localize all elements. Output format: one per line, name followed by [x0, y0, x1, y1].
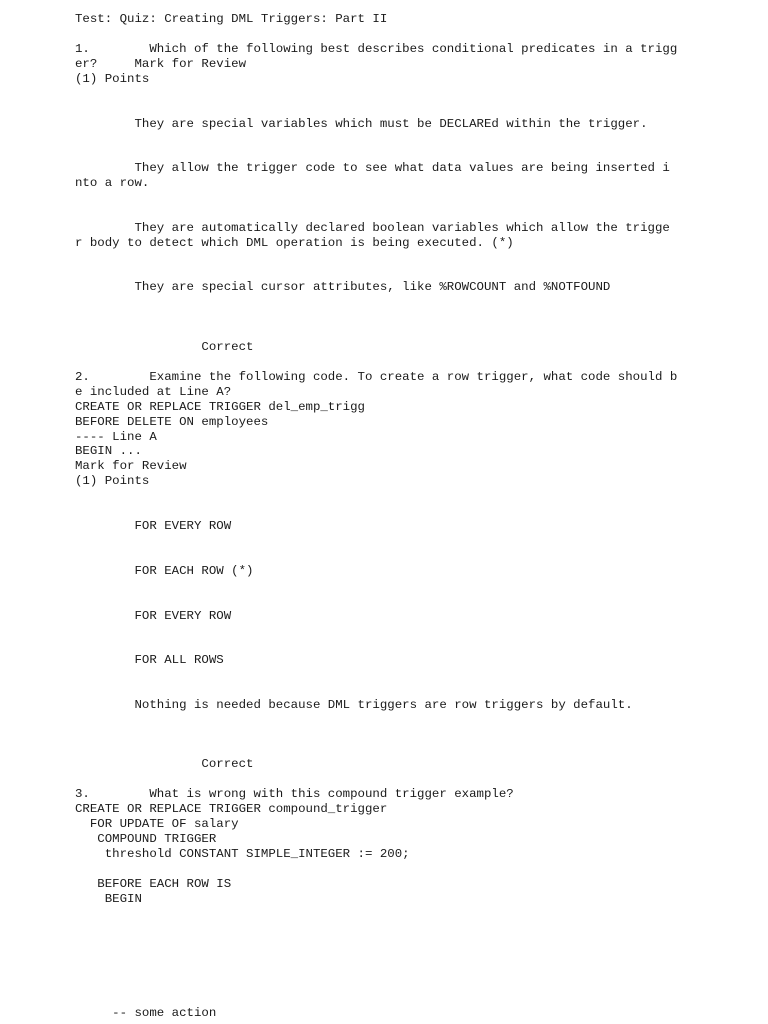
- q2-option-4[interactable]: FOR ALL ROWS: [75, 653, 224, 667]
- question-3-text: 3. What is wrong with this compound trigger example?: [75, 787, 514, 801]
- q2-code-line: CREATE OR REPLACE TRIGGER del_emp_trigg: [75, 400, 365, 414]
- q2-option-5[interactable]: Nothing is needed because DML triggers are row triggers by default.: [75, 698, 633, 712]
- q3-code-line: threshold CONSTANT SIMPLE_INTEGER := 200;: [75, 847, 410, 861]
- q1-result: Correct: [75, 340, 254, 354]
- q1-option-4[interactable]: They are special cursor attributes, like %ROWCOUNT and %NOTFOUND: [75, 280, 611, 294]
- q2-option-1[interactable]: FOR EVERY ROW: [75, 519, 232, 533]
- question-2-text-cont: e included at Line A?: [75, 385, 232, 399]
- q1-option-2-cont: nto a row.: [75, 176, 150, 190]
- question-1-text-cont: er? Mark for Review: [75, 57, 247, 71]
- q1-option-2[interactable]: They allow the trigger code to see what data values are being inserted i: [75, 161, 670, 175]
- q3-code-line: FOR UPDATE OF salary: [75, 817, 239, 831]
- q2-option-3[interactable]: FOR EVERY ROW: [75, 609, 232, 623]
- q2-code-line: ---- Line A: [75, 430, 157, 444]
- q2-code-line: BEFORE DELETE ON employees: [75, 415, 269, 429]
- q2-option-2[interactable]: FOR EACH ROW (*): [75, 564, 254, 578]
- q3-code-line: COMPOUND TRIGGER: [75, 832, 217, 846]
- q1-option-3[interactable]: They are automatically declared boolean variables which allow the trigge: [75, 221, 670, 235]
- q2-mark-for-review: Mark for Review: [75, 459, 187, 473]
- question-2-points: (1) Points: [75, 474, 150, 488]
- page-title: Test: Quiz: Creating DML Triggers: Part II: [75, 12, 388, 26]
- question-1-text: 1. Which of the following best describes conditional predicates in a trigg: [75, 42, 678, 56]
- question-2-text: 2. Examine the following code. To create a row trigger, what code should b: [75, 370, 678, 384]
- q2-code-line: BEGIN ...: [75, 444, 142, 458]
- q3-code-line: CREATE OR REPLACE TRIGGER compound_trigger: [75, 802, 388, 816]
- q1-option-3-cont: r body to detect which DML operation is being executed. (*): [75, 236, 514, 250]
- q2-result: Correct: [75, 757, 254, 771]
- question-1-points: (1) Points: [75, 72, 150, 86]
- q1-option-1[interactable]: They are special variables which must be DECLAREd within the trigger.: [75, 117, 648, 131]
- q3-code-line: BEGIN: [75, 892, 142, 906]
- q3-code-line: BEFORE EACH ROW IS: [75, 877, 232, 891]
- q3-code-line: -- some action: [75, 1006, 217, 1020]
